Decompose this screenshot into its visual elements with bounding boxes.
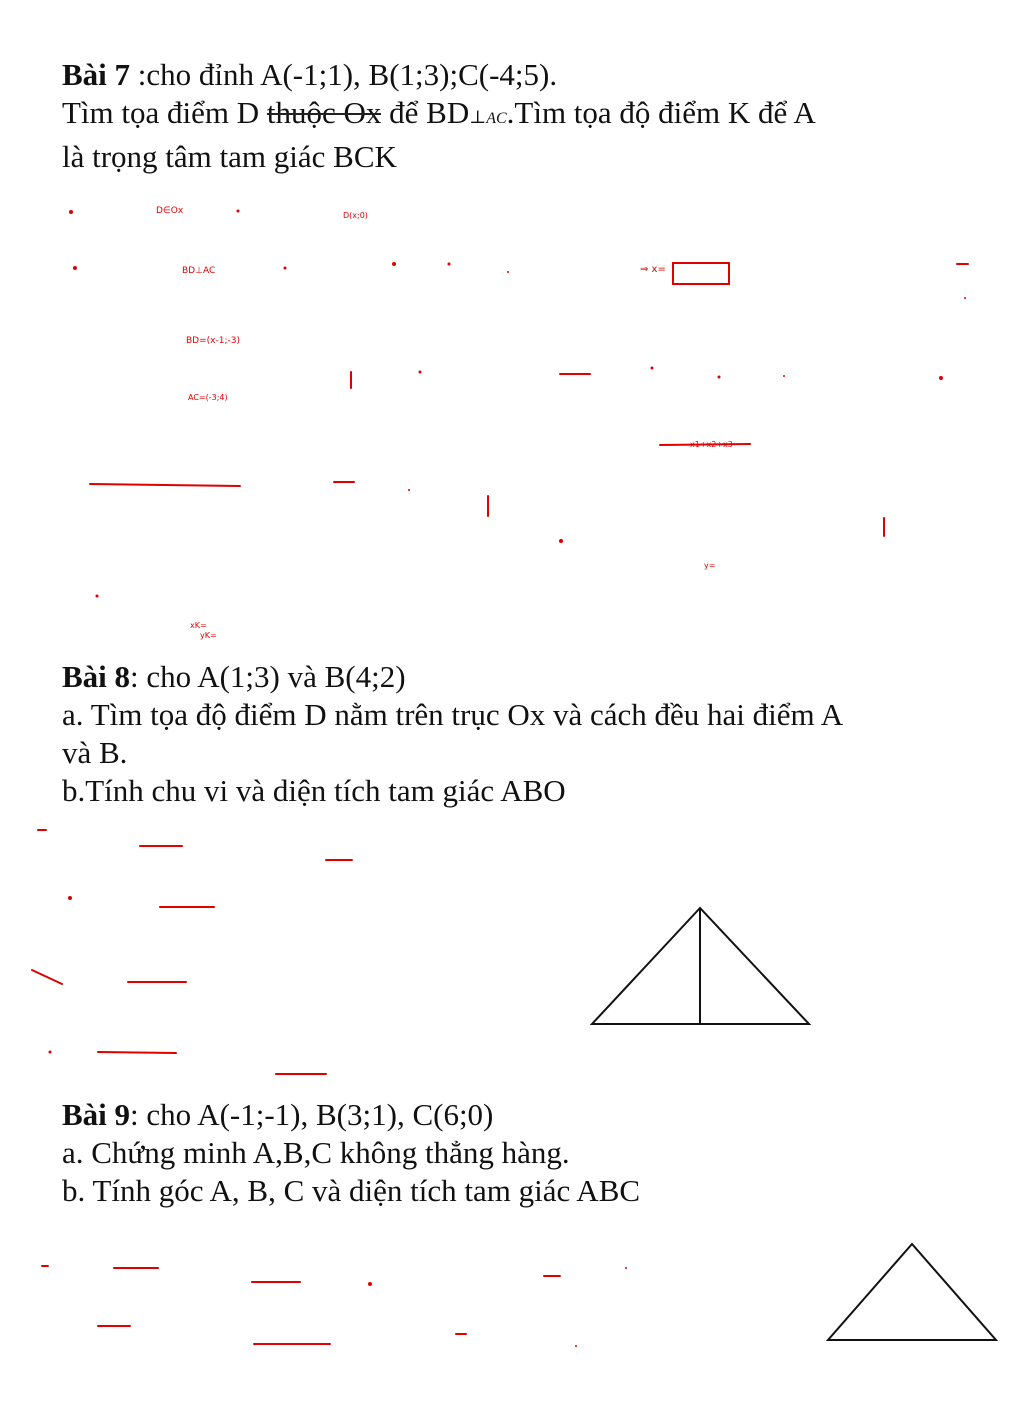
perpendicular-symbol: ⊥ xyxy=(469,107,487,127)
handwritten-note: D∈Ox xyxy=(156,206,184,216)
handwritten-note: D(x;0) xyxy=(343,211,368,220)
red-marks xyxy=(32,263,968,1344)
bai8-line4: b.Tính chu vi và diện tích tam giác ABO xyxy=(62,773,566,808)
bai9-line2: a. Chứng minh A,B,C không thẳng hàng. xyxy=(62,1135,570,1170)
bai7-line2-a: Tìm tọa điểm D xyxy=(62,95,267,130)
handwritten-note: x1+x2+x3 xyxy=(690,440,733,449)
red-stroke xyxy=(32,970,62,984)
bai7-text1: :cho đỉnh A(-1;1), B(1;3);C(-4;5). xyxy=(137,57,558,92)
red-stroke xyxy=(98,1052,176,1053)
bai7-line2-b: để BD xyxy=(381,95,470,130)
handwritten-note: AC=(-3;4) xyxy=(188,393,228,402)
handwritten-note: BD=(x-1;-3) xyxy=(186,336,240,346)
bai7-ac-label: AC xyxy=(486,110,507,127)
bai7-strikethrough: thuộc Ox xyxy=(266,95,382,130)
triangle-abc xyxy=(828,1244,996,1340)
handwritten-note: xK= xyxy=(190,621,207,630)
bai8-line2: a. Tìm tọa độ điểm D nằm trên trục Ox và cách đều hai điểm A xyxy=(62,697,844,732)
triangle-sketch-bai8 xyxy=(592,908,809,1024)
bai8-text1: : cho A(1;3) và B(4;2) xyxy=(130,659,406,694)
bai7-line2-c: .Tìm tọa độ điểm K để A xyxy=(506,95,816,130)
handwritten-note: yK= xyxy=(200,631,217,640)
red-dots xyxy=(49,210,967,1348)
bai9-text1: : cho A(-1;-1), B(3;1), C(6;0) xyxy=(130,1097,494,1132)
bai8-title: Bài 8 xyxy=(62,659,131,694)
handwritten-note: y= xyxy=(704,561,716,570)
red-stroke xyxy=(660,444,750,445)
handwritten-note: BD⊥AC xyxy=(182,266,216,276)
answer-box xyxy=(673,263,729,284)
bai7-title: Bài 7 xyxy=(62,57,138,92)
bai8-line3: và B. xyxy=(62,735,128,770)
triangle-sketch-bai9 xyxy=(828,1244,996,1340)
red-stroke xyxy=(90,484,240,486)
bai9-title: Bài 9 xyxy=(62,1097,131,1132)
handwritten-note: ⇒ x= xyxy=(640,264,666,275)
bai7-line3: là trọng tâm tam giác BCK xyxy=(62,139,397,174)
bai9-line3: b. Tính góc A, B, C và diện tích tam giác ABC xyxy=(62,1173,641,1208)
